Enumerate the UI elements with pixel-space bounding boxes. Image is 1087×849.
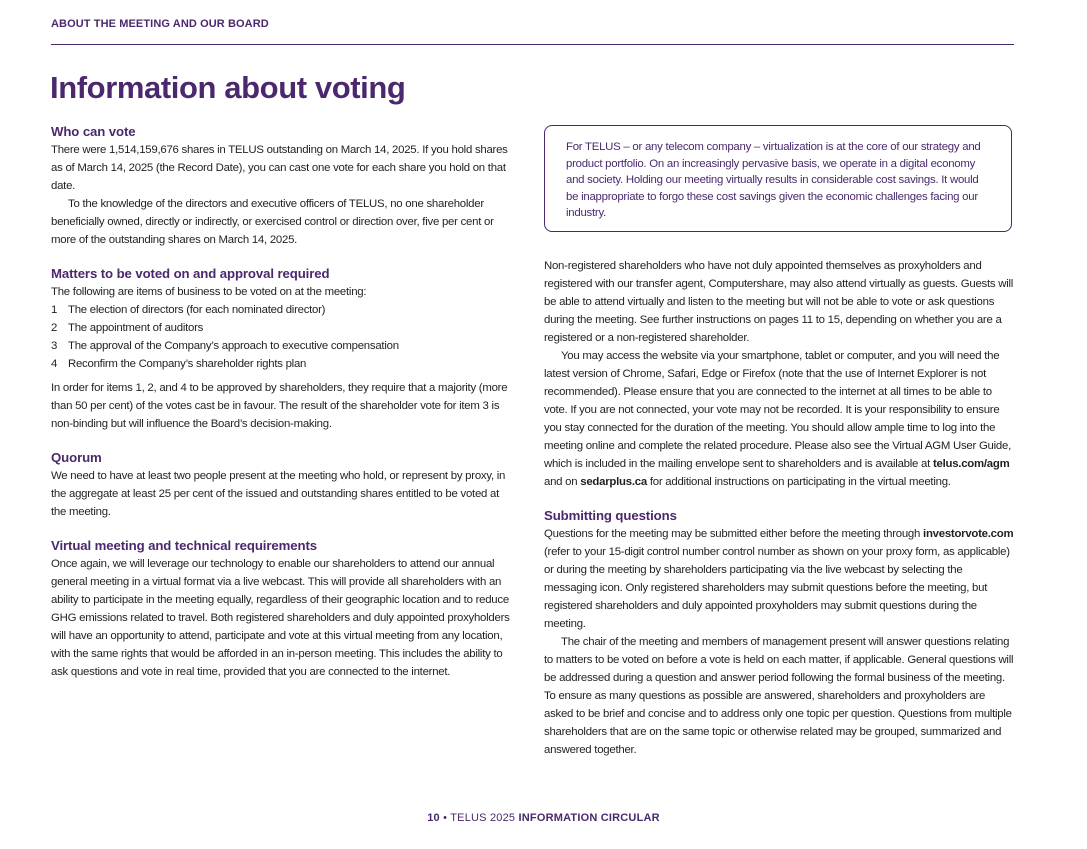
footer-doc-year: TELUS 2025: [450, 812, 516, 824]
approval-paragraph: In order for items 1, 2, and 4 to be approved by shareholders, they require that a majority (more than 50 per cent) of the votes cast be in favour. The result of the shareholder vote for item 3 is non-binding but will influence the Board’s decision-making.: [51, 382, 508, 430]
callout-text: For TELUS – or any telecom company – virtualization is at the core of our strategy and product portfolio. On an increasingly pervasive basis, we operate in a digital economy and society. Holding our meeting virtually results in considerable cost savings. It would be inappropriate to forgo these cost savings given the economic challenges facing our industry.: [566, 141, 981, 220]
virtualization-callout-box: [544, 125, 1012, 232]
right-column: [544, 257, 1014, 759]
and-on-text: and on: [544, 476, 578, 488]
submitting-questions-paragraph-1: [544, 525, 1014, 633]
page-footer: [0, 812, 1087, 824]
list-item-number: 3: [51, 340, 58, 352]
list-item-text: The approval of the Company’s approach to executive compensation: [68, 340, 399, 352]
page-number: 10: [427, 812, 440, 824]
submitting-questions-paragraph-2: The chair of the meeting and members of management present will answer questions relating to matters to be voted on before a vote is held on each matter, if applicable. General questions will be addressed during a question and answer period following the formal business of the meeting. To ensure as many questions as possible are answered, shareholders and proxyholders are asked to be brief and concise and to address only one topic per question. Questions from multiple shareholders that are on the same topic or otherwise related may be grouped, summarized and answered together.: [544, 636, 1014, 756]
list-item-number: 4: [51, 358, 58, 370]
non-registered-paragraph: Non-registered shareholders who have not duly appointed themselves as proxyholders and registered with our transfer agent, Computershare, may also attend virtually as guests. Guests will be able to attend virtually and listen to the meeting but will not be able to vote or ask questions during the meeting. See further instructions on pages 11 to 15, depending on whether you are a registered or a non-registered shareholder.: [544, 260, 1014, 344]
list-item: [51, 301, 511, 319]
matters-heading: Matters to be voted on and approval required: [51, 266, 330, 281]
list-item-number: 2: [51, 322, 58, 334]
matters-list: [51, 301, 511, 373]
list-item: [51, 319, 511, 337]
submitting-text: Questions for the meeting may be submitted either before the meeting through: [544, 528, 921, 540]
list-item-text: The election of directors (for each nominated director): [68, 304, 326, 316]
page-title: Information about voting: [50, 70, 406, 105]
website-access-paragraph: [544, 347, 1014, 491]
who-can-vote-paragraph-1: There were 1,514,159,676 shares in TELUS outstanding on March 14, 2025. If you hold shares as of March 14, 2025 (the Record Date), you can cast one vote for each share you hold on that date.: [51, 144, 508, 192]
website-access-text: You may access the website via your smartphone, tablet or computer, and you will need the latest version of Chrome, Safari, Edge or Firefox (note that the use of Internet Explorer is not recommended). Please ensure that you are connected to the internet at all times to be able to vote. If you are not connected, your vote may not be recorded. It is your responsibility to ensure you stay connected for the duration of the meeting. You should allow ample time to log into the meeting online and complete the related procedure. Please also see the Virtual AGM User Guide, which is included in the mailing envelope sent to shareholders and is available at: [544, 350, 1012, 470]
submitting-text-end: (refer to your 15-digit control number control number as shown on your proxy form, as applicable) or during the meeting by shareholders participating via the live webcast by selecting the messaging icon. Only registered shareholders may submit questions before the meeting, but registered shareholders and duly appointed proxyholders may submit questions during the meeting.: [544, 546, 1010, 630]
list-item: [51, 355, 511, 373]
virtual-meeting-heading: Virtual meeting and technical requirements: [51, 538, 317, 553]
footer-doc-name: INFORMATION CIRCULAR: [518, 812, 660, 824]
list-item: [51, 337, 511, 355]
footer-separator: •: [443, 812, 448, 824]
list-item-text: Reconfirm the Company’s shareholder rights plan: [68, 358, 307, 370]
quorum-paragraph: We need to have at least two people present at the meeting who hold, or represent by proxy, in the aggregate at least 25 per cent of the issued and outstanding shares entitled to be voted at the meeting.: [51, 470, 506, 518]
list-item-number: 1: [51, 304, 58, 316]
quorum-heading: Quorum: [51, 450, 102, 465]
website-access-text-end: for additional instructions on participating in the virtual meeting.: [649, 476, 951, 488]
matters-intro: The following are items of business to be voted on at the meeting:: [51, 286, 367, 298]
left-column: [51, 123, 511, 681]
who-can-vote-heading: Who can vote: [51, 124, 136, 139]
telus-agm-link[interactable]: telus.com/agm: [932, 458, 1010, 470]
header-divider: [51, 44, 1014, 45]
investorvote-link[interactable]: investorvote.com: [923, 528, 1014, 540]
list-item-text: The appointment of auditors: [68, 322, 204, 334]
virtual-meeting-paragraph: Once again, we will leverage our technology to enable our shareholders to attend our annual general meeting in a virtual format via a live webcast. This will provide all shareholders with an ability to participate in the meeting equally, regardless of their geographic location and to reduce GHG emissions related to travel. Both registered shareholders and duly appointed proxyholders will have an opportunity to attend, participate and vote at this virtual meeting from any location, with the same rights that would be afforded in an in-person meeting. This includes the ability to ask questions and vote in real time, provided that you are connected to the internet.: [51, 558, 510, 678]
sedarplus-link[interactable]: sedarplus.ca: [580, 476, 647, 488]
submitting-questions-heading: Submitting questions: [544, 508, 677, 523]
section-header-label: ABOUT THE MEETING AND OUR BOARD: [51, 18, 269, 30]
who-can-vote-paragraph-2: To the knowledge of the directors and executive officers of TELUS, no one shareholder beneficially owned, directly or indirectly, or exercised control or direction over, five per cent or more of the outstanding shares on March 14, 2025.: [51, 198, 494, 246]
